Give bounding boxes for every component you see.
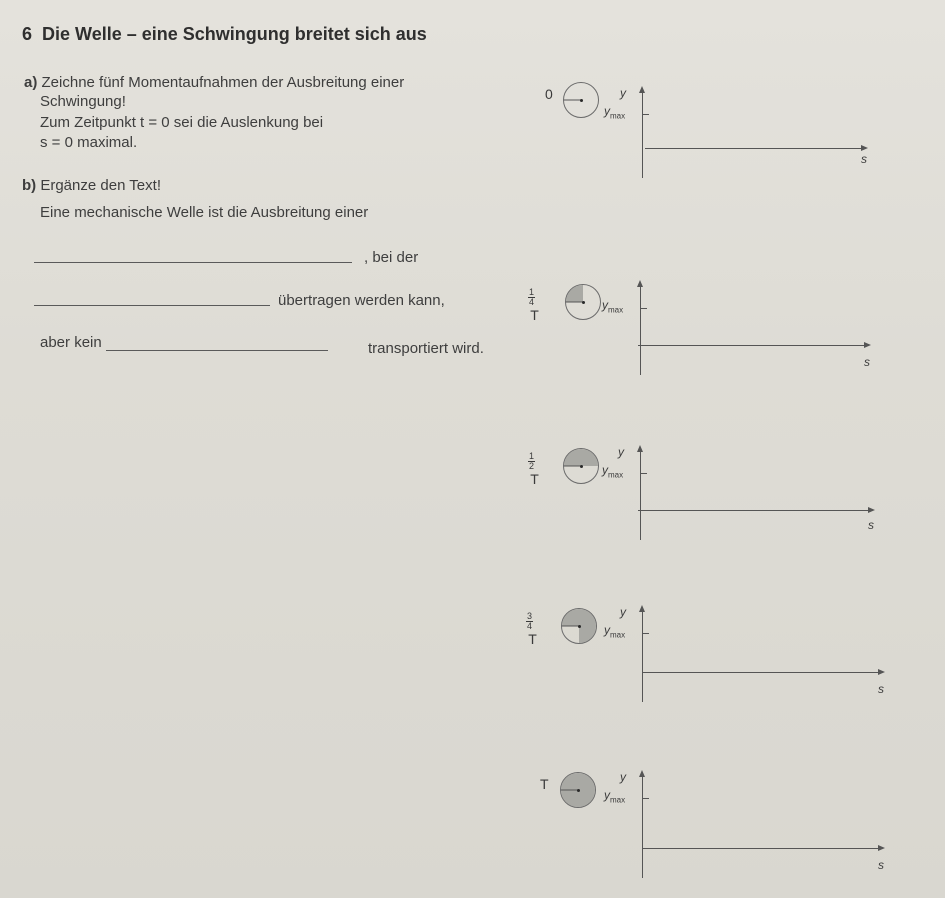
- part-b-before-blank3: aber kein: [40, 334, 102, 351]
- y-axis-label: y: [618, 445, 624, 459]
- y-axis: [642, 92, 643, 178]
- y-axis-arrow-icon: [639, 86, 645, 93]
- y-axis: [640, 286, 641, 375]
- fraction-numerator: 1: [528, 287, 534, 297]
- fraction-denominator: 4: [528, 297, 534, 307]
- part-b-after-blank3: transportiert wird.: [368, 340, 484, 357]
- task-title-text: Die Welle – eine Schwingung breitet sich aus: [42, 24, 427, 44]
- circle-center-dot: [577, 789, 580, 792]
- y-axis: [642, 776, 643, 878]
- part-a-line4: s = 0 maximal.: [40, 134, 138, 151]
- part-a-line1: [24, 74, 404, 91]
- fraction-numerator: 1: [528, 451, 534, 461]
- time-fraction: [528, 288, 535, 307]
- x-axis-label: s: [868, 518, 874, 532]
- fraction-numerator: 3: [526, 611, 532, 621]
- phase-circle-icon: [563, 448, 599, 484]
- y-axis-arrow-icon: [637, 445, 643, 452]
- y-axis-arrow-icon: [639, 605, 645, 612]
- part-b-label: b): [22, 177, 37, 194]
- fraction-denominator: 4: [526, 621, 532, 631]
- part-b-after-blank2: übertragen werden kann,: [278, 292, 445, 309]
- snapshot-time-label: 0: [545, 86, 553, 102]
- x-axis-label: s: [861, 152, 867, 166]
- time-fraction: [526, 612, 533, 631]
- ymax-tick: [642, 633, 649, 634]
- ymax-label: $y_{max}$: [602, 463, 624, 480]
- x-axis: [638, 510, 870, 511]
- fraction-denominator: 2: [528, 461, 534, 471]
- snapshot-time-label: [526, 612, 539, 647]
- snapshot-time-label: T: [540, 776, 549, 792]
- part-a-line2: Schwingung!: [40, 93, 126, 110]
- y-axis: [642, 611, 643, 702]
- circle-center-dot: [580, 465, 583, 468]
- y-axis-label: y: [620, 86, 626, 100]
- x-axis: [642, 848, 880, 849]
- x-axis-label: s: [878, 682, 884, 696]
- part-b-line1: [22, 177, 161, 194]
- ymax-tick: [642, 798, 649, 799]
- ymax-label: $y_{max}$: [602, 298, 624, 315]
- phase-circle-icon: [560, 772, 596, 808]
- y-axis-label: y: [620, 770, 626, 784]
- x-axis-arrow-icon: [861, 145, 868, 151]
- part-a-line3: Zum Zeitpunkt t = 0 sei die Auslenkung bei: [40, 114, 324, 131]
- y-axis-arrow-icon: [637, 280, 643, 287]
- part-a-text1: Zeichne fünf Momentaufnahmen der Ausbreitung einer: [41, 74, 405, 91]
- phase-circle-icon: [565, 284, 601, 320]
- circle-center-dot: [578, 625, 581, 628]
- y-axis-arrow-icon: [639, 770, 645, 777]
- task-number: 6: [22, 24, 33, 44]
- part-b-line2: Eine mechanische Welle ist die Ausbreitung einer: [40, 204, 369, 221]
- y-axis-label: y: [620, 605, 626, 619]
- ymax-label: $y_{max}$: [604, 104, 626, 121]
- part-b-text1: Ergänze den Text!: [40, 177, 161, 194]
- x-axis: [645, 148, 863, 149]
- x-axis-arrow-icon: [868, 507, 875, 513]
- ymax-label: $y_{max}$: [604, 788, 626, 805]
- phase-circle-icon: [563, 82, 599, 118]
- ymax-tick: [642, 114, 649, 115]
- answer-blank-3[interactable]: [106, 350, 328, 351]
- x-axis-arrow-icon: [878, 669, 885, 675]
- circle-center-dot: [582, 301, 585, 304]
- x-axis: [642, 672, 880, 673]
- x-axis-arrow-icon: [878, 845, 885, 851]
- ymax-tick: [640, 473, 647, 474]
- x-axis-arrow-icon: [864, 342, 871, 348]
- snapshot-time-label: [528, 452, 541, 487]
- circle-center-dot: [580, 99, 583, 102]
- period-symbol: T: [530, 471, 539, 487]
- task-title: [22, 24, 427, 45]
- time-fraction: [528, 452, 535, 471]
- x-axis-label: s: [878, 858, 884, 872]
- part-a-label: a): [24, 74, 38, 91]
- part-b-after-blank1: , bei der: [364, 249, 419, 266]
- ymax-tick: [640, 308, 647, 309]
- ymax-label: $y_{max}$: [604, 623, 626, 640]
- answer-blank-1[interactable]: [34, 262, 352, 263]
- x-axis: [638, 345, 866, 346]
- period-symbol: T: [528, 631, 537, 647]
- y-axis: [640, 451, 641, 540]
- phase-circle-icon: [561, 608, 597, 644]
- period-symbol: T: [530, 307, 539, 323]
- snapshot-time-label: [528, 288, 541, 323]
- answer-blank-2[interactable]: [34, 305, 270, 306]
- x-axis-label: s: [864, 355, 870, 369]
